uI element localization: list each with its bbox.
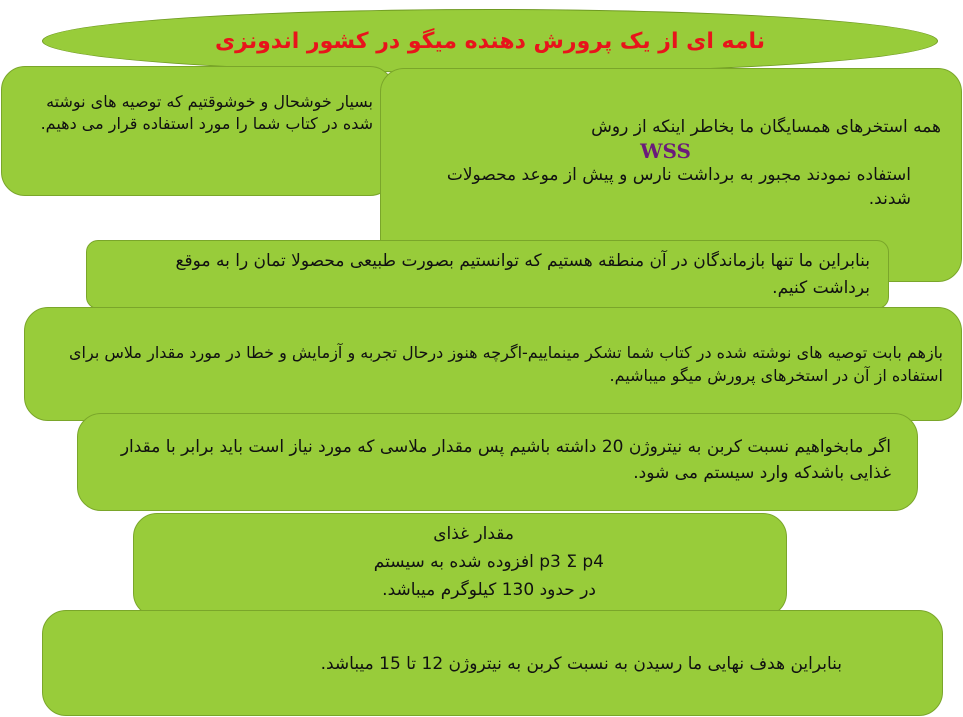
note-5-line2: p3 Ʃ p4 افزوده شده به سیستم bbox=[373, 552, 604, 572]
note-top-right-line1: همه استخرهای همسایگان ما بخاطر اینکه از روش bbox=[591, 117, 941, 137]
note-4-text: اگر مابخواهیم نسبت کربن به نیتروژن 20 داشته باشیم پس مقدار ملاسی که مورد نیاز است باید برابر با مقدار غذایی باشدکه وارد سیستم می شود. bbox=[120, 437, 891, 483]
note-3-text: بازهم بابت توصیه های نوشته شده در کتاب شما تشکر مینماییم-اگرچه هنوز درحال تجربه و آزمایش و خطا در مورد مقدار ملاس برای استفاده از آن در استخرهای پرورش میگو میباشیم. bbox=[69, 343, 943, 385]
note-box-top-left bbox=[1, 66, 394, 196]
slide-title: نامه ای از یک پرورش دهنده میگو در کشور اندونزی bbox=[214, 28, 766, 54]
note-box-2 bbox=[86, 240, 889, 309]
note-box-5 bbox=[133, 513, 787, 617]
note-top-left-text: بسیار خوشحال و خوشوقتیم که توصیه های نوشته شده در کتاب شما را مورد استفاده قرار می دهیم. bbox=[40, 92, 373, 133]
note-6-text: بنابراین هدف نهایی ما رسیدن به نسبت کربن به نیتروژن 12 تا 15 میباشد. bbox=[320, 654, 842, 674]
note-top-right-line2: استفاده نمودند مجبور به برداشت نارس و پیش از موعد محصولات شدند. bbox=[446, 165, 911, 209]
note-box-3 bbox=[24, 307, 962, 421]
note-box-4 bbox=[77, 413, 918, 511]
title-ellipse bbox=[42, 9, 938, 73]
note-5-line3: در حدود 130 کیلوگرم میباشد. bbox=[382, 580, 596, 600]
wss-label: WSS bbox=[640, 139, 691, 163]
note-box-6 bbox=[42, 610, 943, 716]
note-2-text: بنابراین ما تنها بازماندگان در آن منطقه هستیم که توانستیم بصورت طبیعی محصولا تمان را به موقع برداشت کنیم. bbox=[175, 251, 870, 298]
note-5-line1: مقدار غذای bbox=[433, 524, 514, 544]
